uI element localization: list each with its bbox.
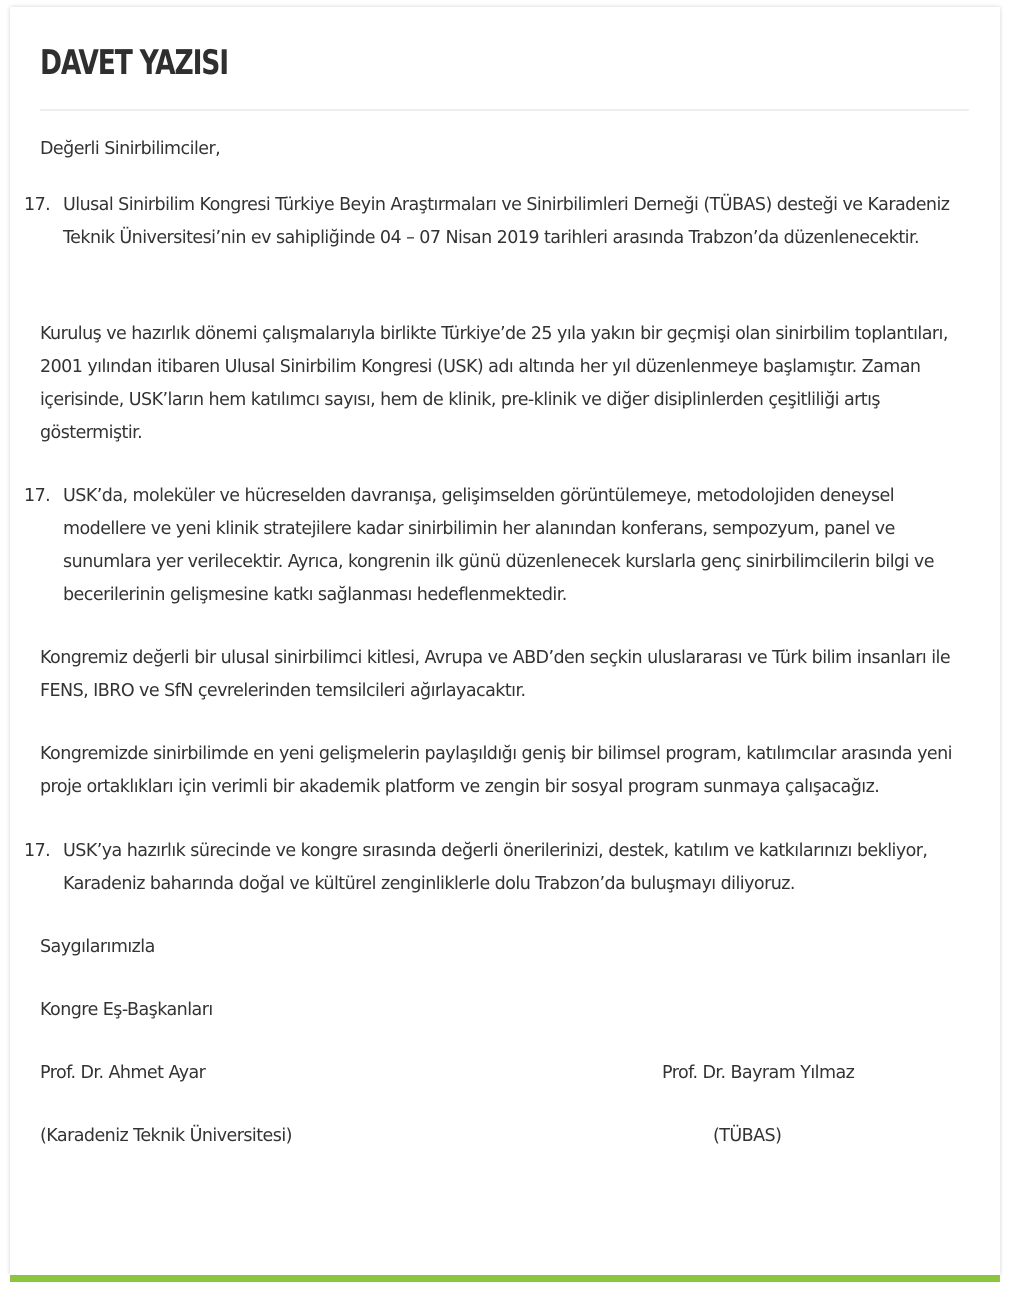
title-divider — [40, 109, 969, 111]
paragraph: Kongremizde sinirbilimde en yeni gelişmelerin paylaşıldığı geniş bir bilimsel program, katılımcılar arasında yeni proje ortaklıkları için verimli bir akademik platform ve zengin bir sosyal program sunmaya çalışacağız. — [40, 744, 952, 797]
left-signatory-name: Prof. Dr. Ahmet Ayar — [40, 1063, 206, 1083]
paragraph: Kuruluş ve hazırlık dönemi çalışmalarıyla birlikte Türkiye’de 25 yıla yakın bir geçmişi olan sinirbilim toplantıları, 2001 yılından itibaren Ulusal Sinirbilim Kongresi (USK) adı altında her yıl düzenlenmeye başlamıştır. Zaman içerisinde, USK’ların hem katılımcı sayısı, hem de klinik, pre-klinik ve diğer disiplinlerden çeşitliliği artış göstermiştir. — [40, 324, 948, 443]
left-signatory-affiliation: (Karadeniz Teknik Üniversitesi) — [40, 1126, 292, 1146]
co-chairs-label: Kongre Eş-Başkanları — [40, 1000, 213, 1020]
closing: Saygılarımızla — [40, 937, 155, 957]
list-item-text: USK’ya hazırlık sürecinde ve kongre sırasında değerli önerilerinizi, destek, katılım ve katkılarınızı bekliyor, Karadeniz baharında doğal ve kültürel zenginliklerle dolu Trabzon’da buluşmayı diliyoruz. — [63, 841, 928, 894]
right-signatory-name: Prof. Dr. Bayram Yılmaz — [662, 1063, 855, 1083]
list-item-text: Ulusal Sinirbilim Kongresi Türkiye Beyin Araştırmaları ve Sinirbilimleri Derneği (TÜBAS) desteği ve Karadeniz Teknik Üniversitesi’nin ev sahipliğinde 04 – 07 Nisan 2019 tarihleri arasında Trabzon’da düzenlenecektir. — [63, 195, 950, 248]
list-item-text: USK’da, moleküler ve hücreselden davranışa, gelişimselden görüntülemeye, metodolojiden deneysel modellere ve yeni klinik stratejilere kadar sinirbilimin her alanından konferans, sempozyum, panel ve sunumlara yer verilecektir. Ayrıca, kongrenin ilk günü düzenlenecek kurslarla genç sinirbilimcilerin bilgi ve becerilerinin gelişmesine katkı sağlanması hedeflenmektedir. — [63, 486, 934, 605]
list-item — [24, 189, 970, 255]
greeting: Değerli Sinirbilimciler, — [40, 139, 221, 159]
list-number: 17. — [24, 195, 51, 215]
list-number: 17. — [24, 841, 51, 861]
right-signatory-affiliation: (TÜBAS) — [713, 1126, 782, 1146]
page-title: DAVET YAZISI — [40, 43, 228, 83]
invitation-card — [10, 7, 1000, 1275]
accent-bar — [10, 1275, 1000, 1282]
list-item — [24, 480, 970, 612]
list-number: 17. — [24, 486, 51, 506]
paragraph: Kongremiz değerli bir ulusal sinirbilimci kitlesi, Avrupa ve ABD’den seçkin uluslararası ve Türk bilim insanları ile FENS, IBRO ve SfN çevrelerinden temsilcileri ağırlayacaktır. — [40, 648, 951, 701]
list-item — [24, 835, 970, 901]
